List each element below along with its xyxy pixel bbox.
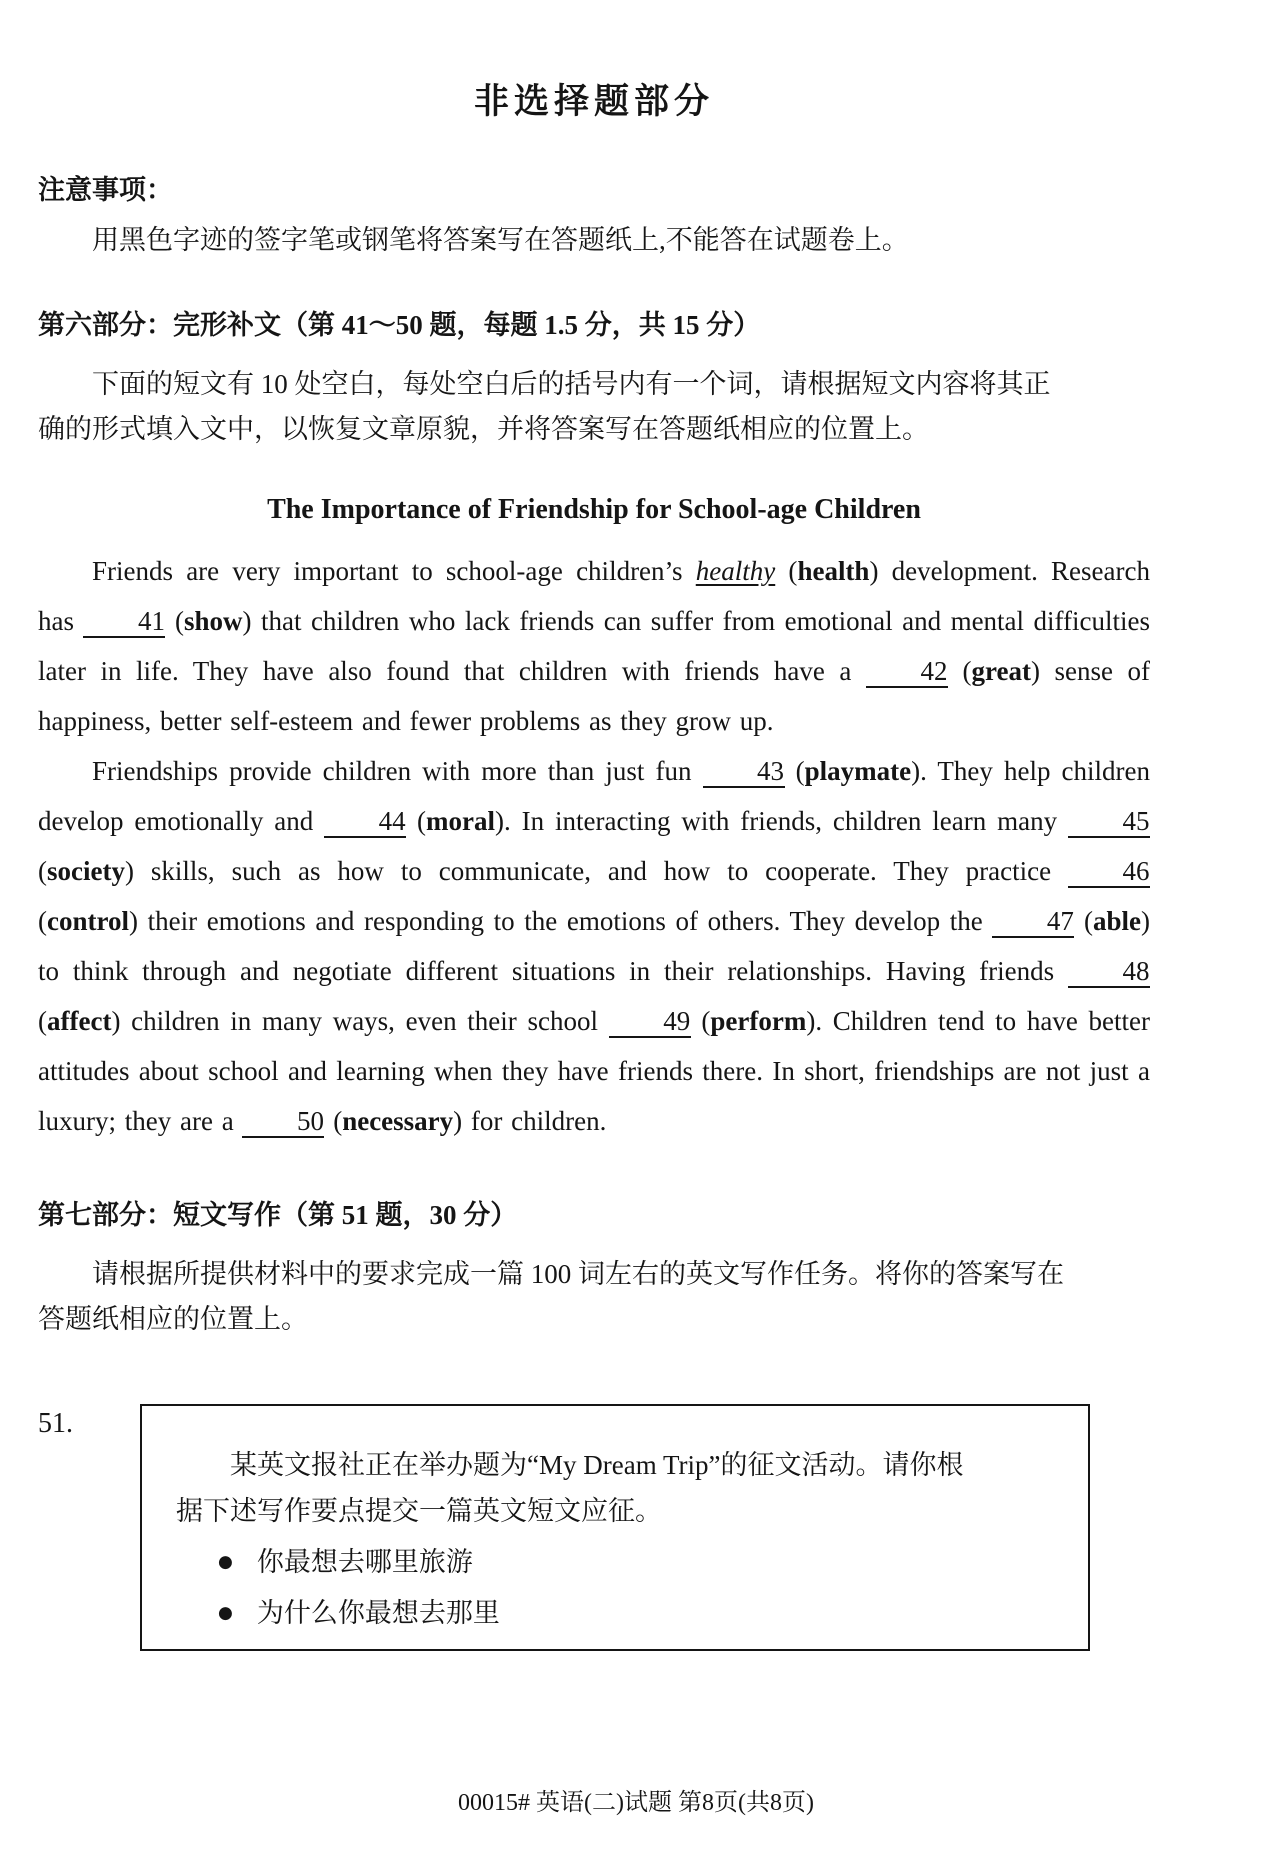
passage-text: ) for children. bbox=[453, 1106, 607, 1136]
passage-text: ). In interacting with friends, children learn many bbox=[495, 806, 1068, 836]
passage-text: ( bbox=[38, 856, 47, 886]
cloze-blank-46: 46 bbox=[1068, 856, 1150, 888]
prompt-bullet-2-text: 为什么你最想去那里 bbox=[256, 1598, 500, 1628]
notes-label: 注意事项： bbox=[38, 175, 173, 205]
passage-paragraph bbox=[38, 546, 1150, 746]
cloze-blank-44: 44 bbox=[324, 806, 406, 838]
passage-text: ( bbox=[690, 1006, 711, 1036]
passage-text: ( bbox=[784, 756, 805, 786]
writing-prompt-box bbox=[140, 1404, 1090, 1651]
passage-cue-word: control bbox=[47, 906, 129, 936]
passage-body bbox=[38, 546, 1150, 1146]
page-footer: 00015# 英语(二)试题 第8页(共8页) bbox=[458, 1790, 814, 1816]
passage-title: The Importance of Friendship for School-age Children bbox=[267, 494, 921, 525]
passage-text: ( bbox=[947, 656, 972, 686]
part7-heading: 第七部分：短文写作（第 51 题，30 分） bbox=[38, 1200, 518, 1230]
part7-instruction-line1: 请根据所提供材料中的要求完成一篇 100 词左右的英文写作任务。将你的答案写在 bbox=[92, 1259, 1064, 1289]
prompt-line1: 某英文报社正在举办题为“My Dream Trip”的征文活动。请你根 bbox=[230, 1450, 964, 1480]
passage-cue-word: able bbox=[1092, 906, 1141, 936]
notes-text: 用黑色字迹的签字笔或钢笔将答案写在答题纸上,不能答在试题卷上。 bbox=[92, 225, 909, 255]
passage-cue-word: society bbox=[47, 856, 125, 886]
passage-text: ) their emotions and responding to the emotions of others. They develop the bbox=[129, 906, 993, 936]
prompt-bullet-2 bbox=[218, 1590, 1050, 1636]
passage-text: ( bbox=[38, 1006, 47, 1036]
part6-heading: 第六部分：完形补文（第 41～50 题，每题 1.5 分，共 15 分） bbox=[38, 310, 761, 340]
passage-text: ) development. Research has bbox=[38, 556, 1150, 636]
passage-paragraph bbox=[38, 746, 1150, 1146]
cloze-blank-45: 45 bbox=[1068, 806, 1150, 838]
bullet-icon: ● bbox=[218, 1603, 233, 1623]
passage-cue-word: moral bbox=[426, 806, 495, 836]
passage-text: ( bbox=[38, 906, 47, 936]
passage-italic-example: healthy bbox=[695, 556, 776, 586]
passage-cue-word: show bbox=[183, 606, 243, 636]
cloze-blank-43: 43 bbox=[703, 756, 785, 788]
cloze-blank-48: 48 bbox=[1068, 956, 1150, 988]
passage-text: Friendships provide children with more than just fun bbox=[92, 756, 703, 786]
passage-text: Friends are very important to school-age children’s bbox=[92, 556, 696, 586]
part6-instruction-line1: 下面的短文有 10 处空白，每处空白后的括号内有一个词，请根据短文内容将其正 bbox=[92, 369, 1051, 399]
section-title: 非选择题部分 bbox=[473, 82, 714, 121]
passage-text: ) skills, such as how to communicate, and how to cooperate. They practice bbox=[124, 856, 1068, 886]
passage-text: ). Children tend to have better attitudes about school and learning when they have friends there. In short, friendships are not just a luxury; they are a bbox=[38, 1006, 1150, 1136]
passage-text: ( bbox=[406, 806, 427, 836]
passage-cue-word: playmate bbox=[804, 756, 912, 786]
prompt-bullet-1 bbox=[218, 1539, 1050, 1585]
cloze-blank-41: 41 bbox=[83, 606, 165, 638]
cloze-blank-47: 47 bbox=[992, 906, 1074, 938]
passage-text: ( bbox=[324, 1106, 343, 1136]
passage-text: ( bbox=[165, 606, 184, 636]
passage-text: ) that children who lack friends can suffer from emotional and mental difficulties later in life. They have also found that children with friends have a bbox=[38, 606, 1151, 686]
passage-text: ( bbox=[775, 556, 798, 586]
passage-cue-word: great bbox=[971, 656, 1031, 686]
passage-text: ( bbox=[1074, 906, 1093, 936]
passage-cue-word: perform bbox=[710, 1006, 807, 1036]
cloze-blank-42: 42 bbox=[866, 656, 948, 688]
passage-text: ). They help children develop emotionally and bbox=[38, 756, 1150, 836]
prompt-bullet-1-text: 你最想去哪里旅游 bbox=[256, 1547, 473, 1577]
part7-instruction-line2: 答题纸相应的位置上。 bbox=[38, 1304, 308, 1334]
bullet-icon: ● bbox=[218, 1552, 233, 1572]
cloze-blank-49: 49 bbox=[609, 1006, 691, 1038]
cloze-blank-50: 50 bbox=[242, 1106, 324, 1138]
passage-cue-word: affect bbox=[47, 1006, 112, 1036]
item-51-number: 51. bbox=[38, 1408, 73, 1439]
item-51 bbox=[38, 1404, 1150, 1674]
passage-text: ) children in many ways, even their school bbox=[111, 1006, 609, 1036]
passage-cue-word: necessary bbox=[342, 1106, 454, 1136]
prompt-line2: 据下述写作要点提交一篇英文短文应征。 bbox=[176, 1496, 662, 1526]
part6-instruction-line2: 确的形式填入文中，以恢复文章原貌，并将答案写在答题纸相应的位置上。 bbox=[38, 414, 929, 444]
passage-cue-word: health bbox=[797, 556, 870, 586]
passage-text: ) to think through and negotiate different situations in their relationships. Having friends bbox=[38, 906, 1150, 986]
passage-text: ) sense of happiness, better self-esteem and fewer problems as they grow up. bbox=[38, 656, 1150, 736]
